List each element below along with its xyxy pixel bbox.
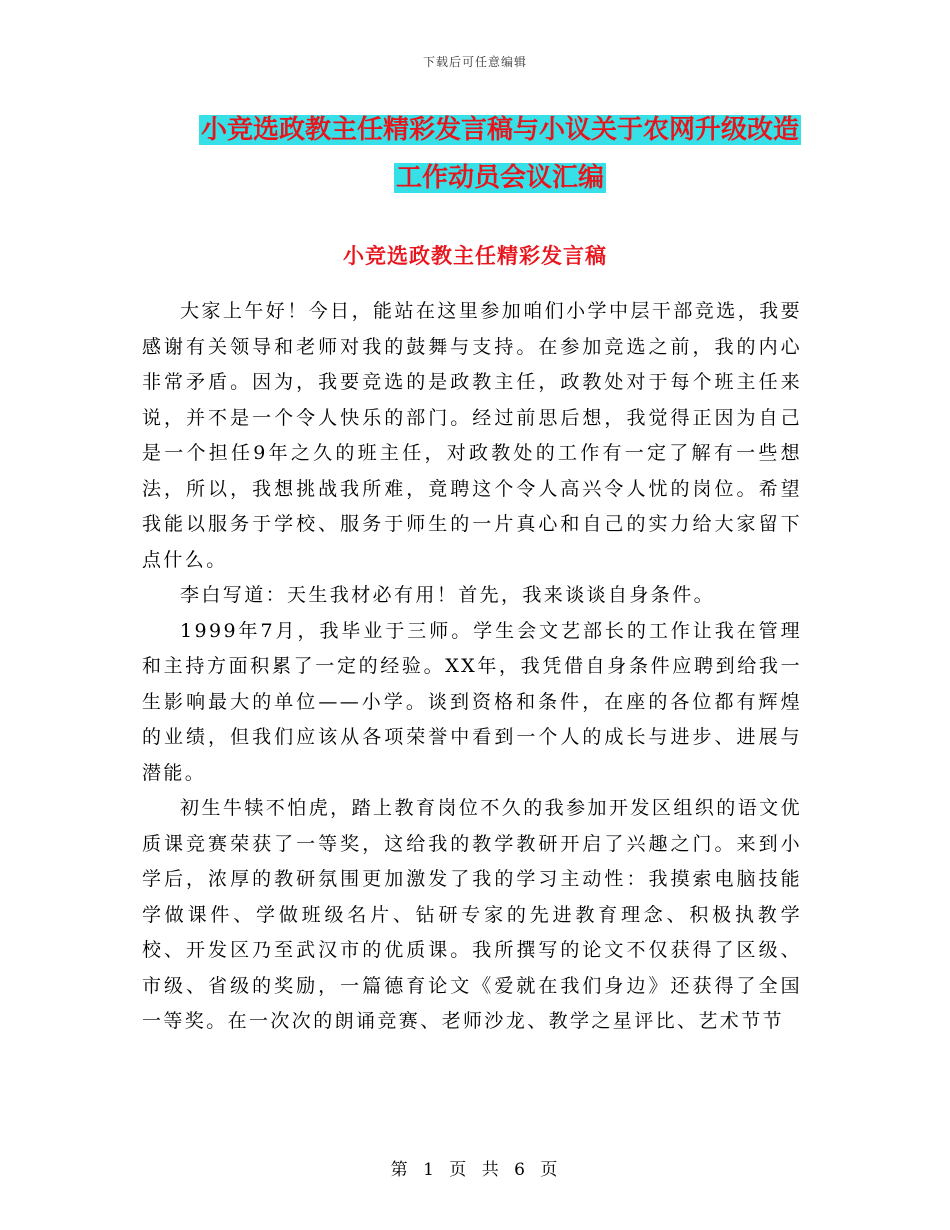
document-title-line-2: 工作动员会议汇编 — [395, 163, 604, 193]
section-title: 小竞选政教主任精彩发言稿 — [343, 243, 607, 268]
paragraph: 李白写道：天生我材必有用！首先，我来谈谈自身条件。 — [180, 584, 716, 606]
document-body — [142, 294, 802, 1040]
paragraph: 初生牛犊不怕虎，踏上教育岗位不久的我参加开发区组织的语文优质课竞赛荣获了一等奖，这给我的教学教研开启了兴趣之门。来到小学后，浓厚的教研氛围更加激发了我的学习主动性：我摸索电脑技能学做课件、学做班级名片、钻研专家的先进教育理念、积极执教学校、开发区乃至武汉市的优质课。我所撰写的论文不仅获得了区级、市级、省级的奖励，一篇德育论文《爱就在我们身边》还获得了全国一等奖。在一次次的朗诵竞赛、老师沙龙、教学之星评比、艺术节节 — [142, 797, 802, 1032]
paragraph: 大家上午好！今日，能站在这里参加咱们小学中层干部竞选，我要感谢有关领导和老师对我的鼓舞与支持。在参加竞选之前，我的内心非常矛盾。因为，我要竞选的是政教主任，政教处对于每个班主任来说，并不是一个令人快乐的部门。经过前思后想，我觉得正因为自己是一个担任9年之久的班主任，对政教处的工作有一定了解有一些想法，所以，我想挑战我所难，竟聘这个令人高兴令人忧的岗位。希望我能以服务于学校、服务于师生的一片真心和自己的实力给大家留下点什么。 — [142, 300, 802, 571]
paragraph: 1999年7月，我毕业于三师。学生会文艺部长的工作让我在管理和主持方面积累了一定的经验。XX年，我凭借自身条件应聘到给我一生影响最大的单位——小学。谈到资格和条件，在座的各位都有辉煌的业绩，但我们应该从各项荣誉中看到一个人的成长与进步、进展与潜能。 — [142, 619, 802, 784]
page-number-footer: 第 1 页 共 6 页 — [390, 1160, 560, 1180]
page-header-note: 下载后可任意编辑 — [422, 55, 527, 69]
document-title-line-1: 小竞选政教主任精彩发言稿与小议关于农网升级改造 — [200, 115, 799, 145]
document-title — [120, 106, 880, 202]
